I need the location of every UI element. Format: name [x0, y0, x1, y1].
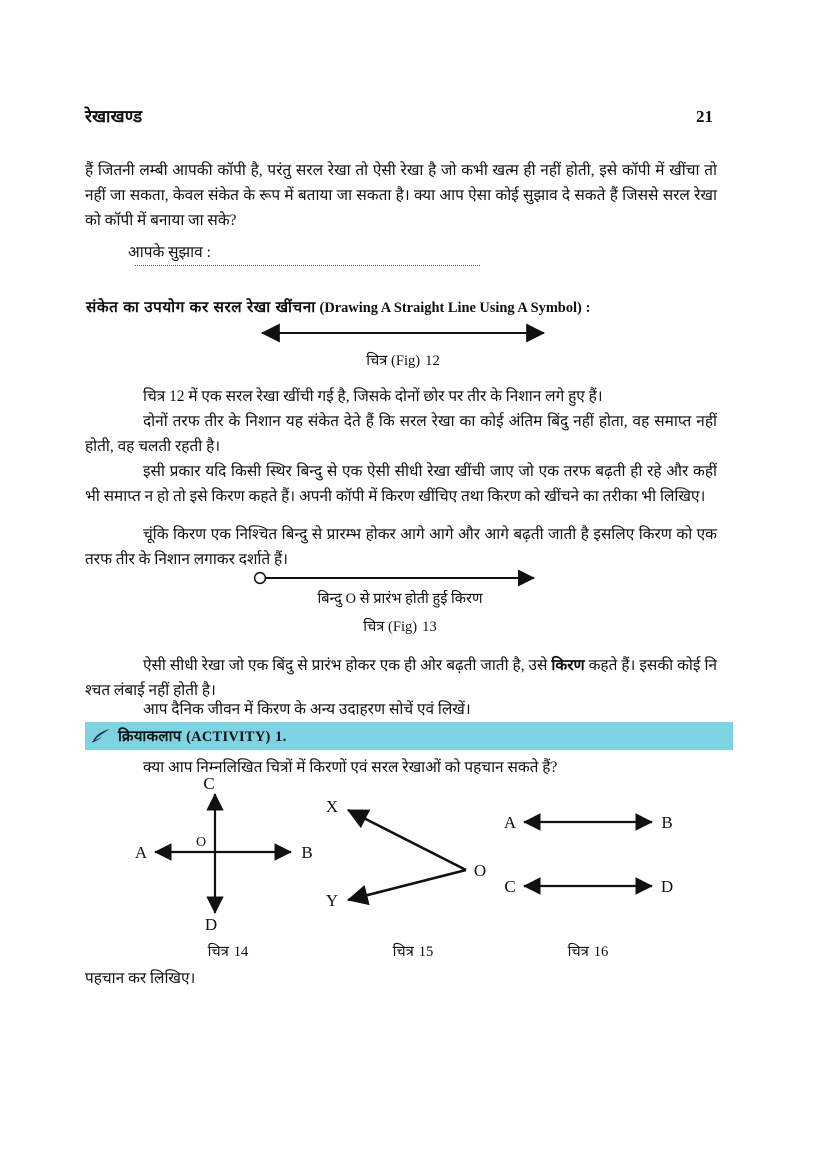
figure-16-caption-text: चित्र: [567, 944, 589, 960]
figure-14-label-c: C: [203, 774, 215, 793]
activity-question: क्या आप निम्नलिखित चित्रों में किरणों एवं सरल रेखाओं को पहचान सकते हैं?: [143, 759, 558, 776]
figure-13: [252, 566, 542, 590]
paragraph-2: चित्र 12 में एक सरल रेखा खींची गई है, जिसके दोनों छोर पर तीर के निशान लगे हुए हैं।: [143, 388, 603, 405]
figure-15-label-x: X: [325, 797, 339, 816]
figure-13-graphic: [252, 566, 542, 590]
figure-14-graphic: [133, 774, 323, 934]
figure-15-caption-text: चित्र: [392, 944, 414, 960]
figure-16-caption: [498, 941, 678, 961]
figure-16-label-a: A: [503, 813, 517, 832]
paragraph-3: दोनों तरफ तीर के निशान यह संकेत देते हैं कि सरल रेखा का कोई अंतिम बिंदु नहीं होता, वह समाप्त नहीं होती, वह चलती रहती है।: [85, 413, 717, 455]
figure-14-label-d: D: [204, 915, 218, 934]
paragraph-4-block: [85, 459, 717, 509]
figure-15: [318, 788, 508, 913]
figure-14-label-o: O: [195, 835, 207, 850]
paragraph-6-ray-term: किरण: [551, 657, 585, 674]
activity-number: 1.: [275, 729, 287, 745]
figure-16-graphic: [500, 800, 680, 910]
figure-14-caption-number: 14: [233, 944, 249, 960]
paragraph-5-block: [85, 522, 717, 572]
figure-12-caption-text: चित्र (Fig): [366, 353, 421, 369]
figure-16: [500, 800, 680, 910]
paragraph-6: [85, 653, 717, 703]
paragraph-6-block: [85, 653, 717, 703]
quill-pen-icon: [91, 727, 111, 745]
figure-14-caption: [133, 941, 323, 961]
figure-13-caption-number: 13: [422, 619, 437, 635]
answer-dotted-line: [135, 264, 480, 266]
page-number: 21: [696, 107, 713, 126]
section-subheading: [86, 297, 590, 317]
paragraph-7: आप दैनिक जीवन में किरण के अन्य उदाहरण सोचें एवं लिखें।: [143, 701, 471, 718]
activity-band: [85, 722, 733, 750]
closing-block: [85, 966, 717, 991]
figure-13-point-o: [255, 573, 266, 584]
paragraph-3-block: [85, 409, 717, 459]
figure-16-label-b: B: [661, 813, 673, 832]
figure-15-label-o: O: [473, 861, 487, 880]
figure-13-caption: [200, 616, 600, 636]
activity-question-block: [85, 755, 717, 780]
figure-16-label-c: C: [504, 877, 516, 896]
figure-14-label-a: A: [134, 843, 148, 862]
running-head: [85, 104, 713, 127]
subheading-hindi: संकेत का उपयोग कर सरल रेखा खींचना: [86, 299, 316, 316]
paragraph-1-block: [85, 158, 717, 233]
figure-12-caption: [254, 350, 552, 370]
paragraph-5: चूंकि किरण एक निश्चित बिन्दु से प्रारम्भ होकर आगे आगे और आगे बढ़ती जाती है इसलिए किरण को एक तरफ तीर के निशान लगाकर दर्शाते हैं।: [85, 526, 717, 568]
figure-16-label-d: D: [660, 877, 674, 896]
paragraph-6-part-a: ऐसी सीधी रेखा जो एक बिंदु से प्रारंभ होकर एक ही ओर बढ़ती जाती है, उसे: [143, 657, 552, 674]
figure-15-graphic: [318, 788, 508, 913]
figure-14-label-b: B: [301, 843, 313, 862]
figure-14-caption-text: चित्र: [207, 944, 229, 960]
activity-label-english: (ACTIVITY): [186, 729, 271, 745]
paragraph-1: हैं जितनी लम्बी आपकी कॉपी है, परंतु सरल रेखा तो ऐसी रेखा है जो कभी खत्म ही नहीं होती, इसे कॉपी में खींचा तो नहीं जा सकता, केवल संकेत के रूप में बताया जा सकता है। क्या आप ऐसा कोई सुझाव दे सकते हैं जिससे सरल रेखा को कॉपी में बनाया जा सके?: [85, 162, 717, 229]
figure-15-caption-number: 15: [418, 944, 434, 960]
paragraph-7-block: [85, 697, 717, 722]
closing-line: पहचान कर लिखिए।: [85, 970, 196, 987]
paragraph-4: इसी प्रकार यदि किसी स्थिर बिन्दु से एक ऐसी सीधी रेखा खींची जाए जो एक तरफ बढ़ती ही रहे और कहीं भी समाप्त न हो तो इसे किरण कहते हैं। अपनी कॉपी में किरण खींचिए तथा किरण को खींचने का तरीका भी लिखिए।: [85, 463, 717, 505]
figure-12-caption-number: 12: [425, 353, 440, 369]
subheading-colon: :: [585, 300, 591, 316]
figure-14: [133, 774, 323, 934]
activity-label-hindi: क्रियाकलाप: [118, 728, 182, 745]
subheading-english: (Drawing A Straight Line Using A Symbol): [319, 300, 582, 316]
chapter-title: रेखाखण्ड: [85, 107, 143, 126]
suggestion-prompt: आपके सुझाव :: [128, 244, 211, 261]
figure-13-caption-text: चित्र (Fig): [363, 619, 418, 635]
figure-16-caption-number: 16: [593, 944, 609, 960]
figure-12-graphic: [254, 322, 552, 344]
figure-15-label-y: Y: [325, 891, 339, 910]
paragraph-6-part-b: कहते हैं। इसकी कोई नि श्चत लंबाई नहीं होती है।: [85, 657, 717, 699]
figure-15-caption: [318, 941, 508, 961]
figure-12: [254, 322, 552, 344]
figure-13-label: बिन्दु O से प्रारंभ होती हुई किरण: [317, 591, 483, 607]
activity-label: [118, 726, 287, 746]
paragraph-2-block: [85, 384, 717, 409]
